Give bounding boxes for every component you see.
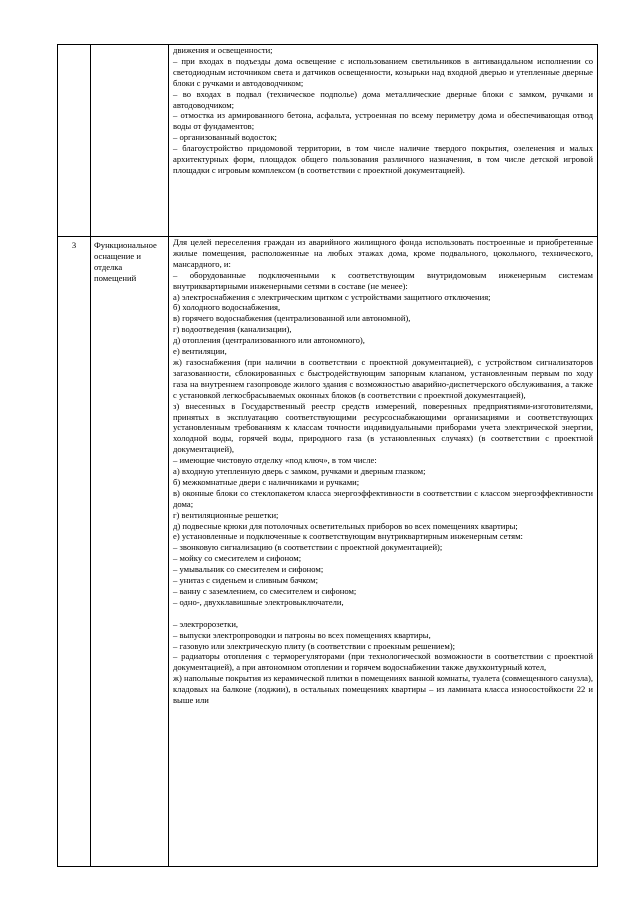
paragraph: а) входную утепленную дверь с замком, ручками и дверным глазком;: [173, 466, 426, 477]
row-content-cell: [169, 237, 598, 867]
table-row: [58, 45, 598, 237]
paragraph: – газовую или электрическую плиту (в соответствии с проекным решением);: [173, 640, 456, 651]
paragraph: б) межкомнатные двери с наличниками и ручками;: [173, 476, 360, 487]
paragraph: – при входах в подъезды дома освещение с использованием светильников в антивандальном исполнении со светодиодным источником света и датчиков освещенности, козырьки над входной дверью и утепленные дверные блоки с ручками и автодоводчиком;: [173, 55, 593, 88]
paragraph: ж) газоснабжения (при наличии в соответствии с проектной документацией), с устройством сигнализаторов загазованности, сблокированных с быстродействующим запорным клапаном, установленным первым по ходу газа на внутреннем газопроводе жилого здания с возможностью аварийно-диспетчерского обслуживания, а также с установкой легкосбрасываемых оконных блоков (в соответствии с проектной документацией),: [173, 356, 593, 400]
paragraph: – оборудованные подключенными к соответствующим внутридомовым инженерным системам внутриквартирными инженерными сетями в составе (не менее):: [173, 269, 593, 291]
row-content-cell: [169, 45, 598, 237]
paragraph: – одно-, двухклавишные электровыключатели,: [173, 596, 344, 607]
paragraph: – выпуски электропроводки и патроны во всех помещениях квартиры,: [173, 629, 431, 640]
requirements-table: [57, 44, 598, 867]
paragraph: е) установленные и подключенные к соответствующим внутриквартирным инженерным сетям:: [173, 531, 523, 542]
paragraph: е) вентиляции,: [173, 346, 227, 357]
paragraph: д) подвесные крюки для потолочных осветительных приборов во всех помещениях квартиры;: [173, 520, 518, 531]
paragraph: з) внесенных в Государственный реестр средств измерений, поверенных предприятиями-изготовителями, принятых в эксплуатацию соответствующими ресурсоснабжающими организациями и соответствующих установленным требованиям к классам точности индивидуальными приборами учета электрической энергии, холодной воды, горячей воды, природного газа (в установленных случаях) (в соответствии с проектной документацией),: [173, 400, 593, 455]
paragraph: – во входах в подвал (техническое подполье) дома металлические дверные блоки с замком, ручками и автодоводчиком;: [173, 88, 593, 110]
paragraph: г) вентиляционные решетки;: [173, 509, 279, 520]
paragraph: ж) напольные покрытия из керамической плитки в помещениях ванной комнаты, туалета (совмещенного санузла), кладовых на балконе (лоджии), в остальных помещениях квартиры – из ламината класса износостойкости 22 и выше или: [173, 673, 593, 706]
paragraph: – отмостка из армированного бетона, асфальта, устроенная по всему периметру дома и обеспечивающая отвод воды от фундаментов;: [173, 110, 593, 132]
paragraph: [173, 608, 593, 619]
row-name-cell: Функциональное оснащение и отделка помещений: [91, 237, 169, 867]
row-number-cell: 3: [58, 237, 91, 867]
paragraph: б) холодного водоснабжения,: [173, 302, 281, 313]
paragraph: – организованный водосток;: [173, 132, 277, 143]
paragraph: а) электроснабжения с электрическим щитком с устройствами защитного отключения;: [173, 291, 491, 302]
paragraph: – звонковую сигнализацию (в соответствии с проектной документацией);: [173, 542, 443, 553]
paragraph: г) водоотведения (канализации),: [173, 324, 292, 335]
row-number-cell: [58, 45, 91, 237]
paragraph: – имеющие чистовую отделку «под ключ», в том числе:: [173, 455, 377, 466]
paragraph: д) отопления (централизованного или автономного),: [173, 335, 365, 346]
paragraph: – благоустройство придомовой территории, в том числе наличие твердого покрытия, озеленения и малых архитектурных форм, площадок общего пользования различного назначения, в том числе детской игровой площадки с игровым комплексом (в соответствии с проектной документацией).: [173, 143, 593, 175]
row-name-cell: [91, 45, 169, 237]
paragraph: в) горячего водоснабжения (централизованной или автономной),: [173, 313, 411, 324]
paragraph: – умывальник со смесителем и сифоном;: [173, 564, 324, 575]
table-row: [58, 237, 598, 867]
paragraph: в) оконные блоки со стеклопакетом класса энергоэффективности в соответствии с классом энергоэффективности дома;: [173, 487, 593, 509]
paragraph: – мойку со смесителем и сифоном;: [173, 553, 302, 564]
paragraph: Для целей переселения граждан из аварийного жилищного фонда использовать построенные и приобретенные жилые помещения, расположенные на любых этажах дома, кроме подвального, цокольного, технического, мансардного, и:: [173, 237, 593, 269]
paragraph: движения и освещенности;: [173, 45, 273, 55]
paragraph: – радиаторы отопления с терморегуляторами (при технологической возможности в соответствии с проектной документацией), а при автономном отоплении и горячем водоснабжении также двухконтурный котел,: [173, 651, 593, 673]
paragraph: – электророзетки,: [173, 618, 239, 629]
paragraph: – ванну с заземлением, со смесителем и сифоном;: [173, 586, 357, 596]
paragraph: – унитаз с сиденьем и сливным бачком;: [173, 575, 318, 586]
